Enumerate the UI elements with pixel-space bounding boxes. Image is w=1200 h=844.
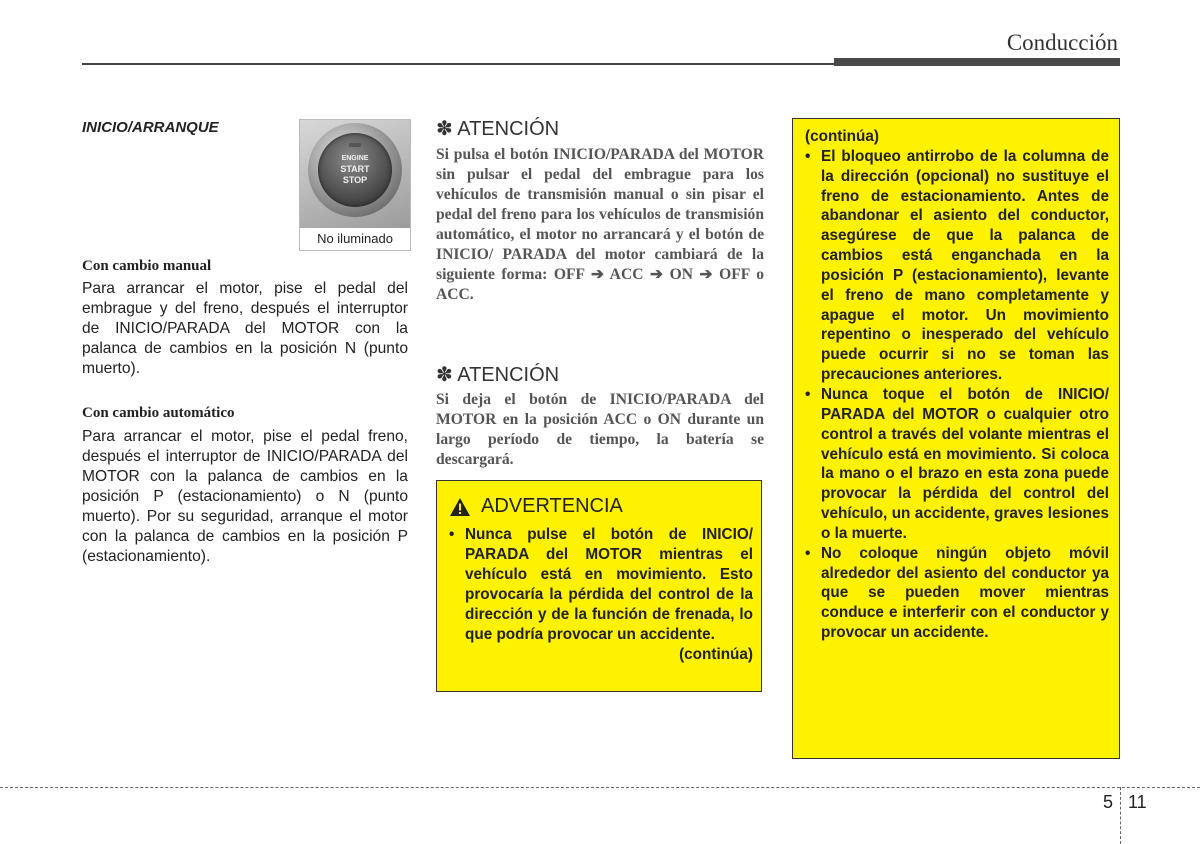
header-bar <box>834 58 1120 66</box>
section-number: 5 <box>1103 792 1114 812</box>
warning-body <box>449 525 753 665</box>
engine-start-stop-button-icon <box>318 133 392 207</box>
automatic-paragraph: Para arrancar el motor, pise el pedal freno, después el interruptor de INICIO/PARADA del MOTOR con la palanca de cambios en la posición P (estacionamiento) o N (punto muerto). Por su seguridad, arranque el motor con la palanca de cambios en la posición P (estacionamiento). <box>82 428 408 565</box>
page-number: 11 <box>1128 792 1147 812</box>
continued-bullet-item <box>805 544 1109 643</box>
continued-bullet-item <box>805 147 1109 385</box>
warning-title: ADVERTENCIA <box>481 495 623 517</box>
continued-bullet-text-1: El bloqueo antirrobo de la columna de la dirección (opcional) no sustituye el freno de estacionamiento. Antes de abandonar el asiento del conductor, asegúrese de que la palanca de cambios está enganchada en la posición P (estacionamiento), levante el freno de mano completamente y apague el motor. Un movimiento repentino o inesperado del vehículo puede ocurrir si no se toman las precauciones anteriores. <box>821 147 1109 384</box>
figure-caption: No iluminado <box>300 228 410 250</box>
bullet-dot: • <box>805 385 811 403</box>
warning-bullet-text: Nunca pulse el botón de INICIO/ PARADA del MOTOR mientras el vehículo está en movimiento. Esto provocaría la pérdida del control de la dirección y de la función de frenada, lo que podría provocar un accidente. <box>465 526 753 643</box>
warning-box <box>436 480 762 692</box>
continued-warning-body <box>805 127 1109 643</box>
bullet-dot: • <box>805 544 811 562</box>
continued-label: (continúa) <box>805 128 879 145</box>
warning-continued: (continúa) <box>679 646 753 663</box>
button-label-engine: ENGINE <box>341 155 369 162</box>
page-header-title: Conducción <box>1006 30 1118 55</box>
button-label-stop: STOP <box>342 175 368 185</box>
attention-heading-1: ✽ ATENCIÓN <box>436 118 560 140</box>
manual-paragraph: Para arrancar el motor, pise el pedal del embrague y del freno, después el interruptor de INICIO/PARADA del MOTOR con la palanca de cambios en la posición N (punto muerto). <box>82 280 408 377</box>
warning-triangle-icon <box>449 497 471 517</box>
warning-bullet-item <box>449 525 753 645</box>
attention-text-2: Si deja el botón de INICIO/PARADA del MOTOR en la posición ACC o ON durante un largo período de tiempo, la batería se descargará. <box>436 391 764 468</box>
engine-start-button-figure <box>299 119 411 251</box>
button-photo <box>300 120 410 228</box>
automatic-heading: Con cambio automático <box>82 405 235 421</box>
section-title: INICIO/ARRANQUE <box>82 119 219 136</box>
button-indicator-led <box>349 143 361 147</box>
footer-rule <box>0 787 1200 788</box>
warning-heading <box>449 495 623 518</box>
continued-bullet-text-2: Nunca toque el botón de INICIO/ PARADA del MOTOR o cualquier otro control a través del volante mientras el vehículo está en movimiento. Si coloca la mano o el brazo en esta zona puede provocar la pérdida del control del vehículo, un accidente, graves lesiones o la muerte. <box>821 385 1109 542</box>
manual-heading: Con cambio manual <box>82 258 212 274</box>
bullet-dot: • <box>805 147 811 165</box>
button-label-start: START <box>340 164 370 174</box>
header-rule <box>82 63 834 65</box>
continued-bullet-text-3: No coloque ningún objeto móvil alrededor del asiento del conductor ya que se pueden mover mientras conduce e interferir con el conductor y provocar un accidente. <box>821 544 1109 642</box>
continued-bullet-item <box>805 385 1109 544</box>
bullet-dot: • <box>449 526 455 543</box>
page-number-separator <box>1120 787 1121 844</box>
attention-heading-2: ✽ ATENCIÓN <box>436 364 560 386</box>
attention-text-1: Si pulsa el botón INICIO/PARADA del MOTOR sin pulsar el pedal del embrague para los vehículos de transmisión manual o sin pisar el pedal del freno para los vehículos de transmisión automático, el motor no arrancará y el botón de INICIO/ PARADA del motor cambiará de la siguiente forma: OFF ➔ ACC ➔ ON ➔ OFF o ACC. <box>436 146 764 303</box>
continued-warning-box <box>792 118 1120 759</box>
